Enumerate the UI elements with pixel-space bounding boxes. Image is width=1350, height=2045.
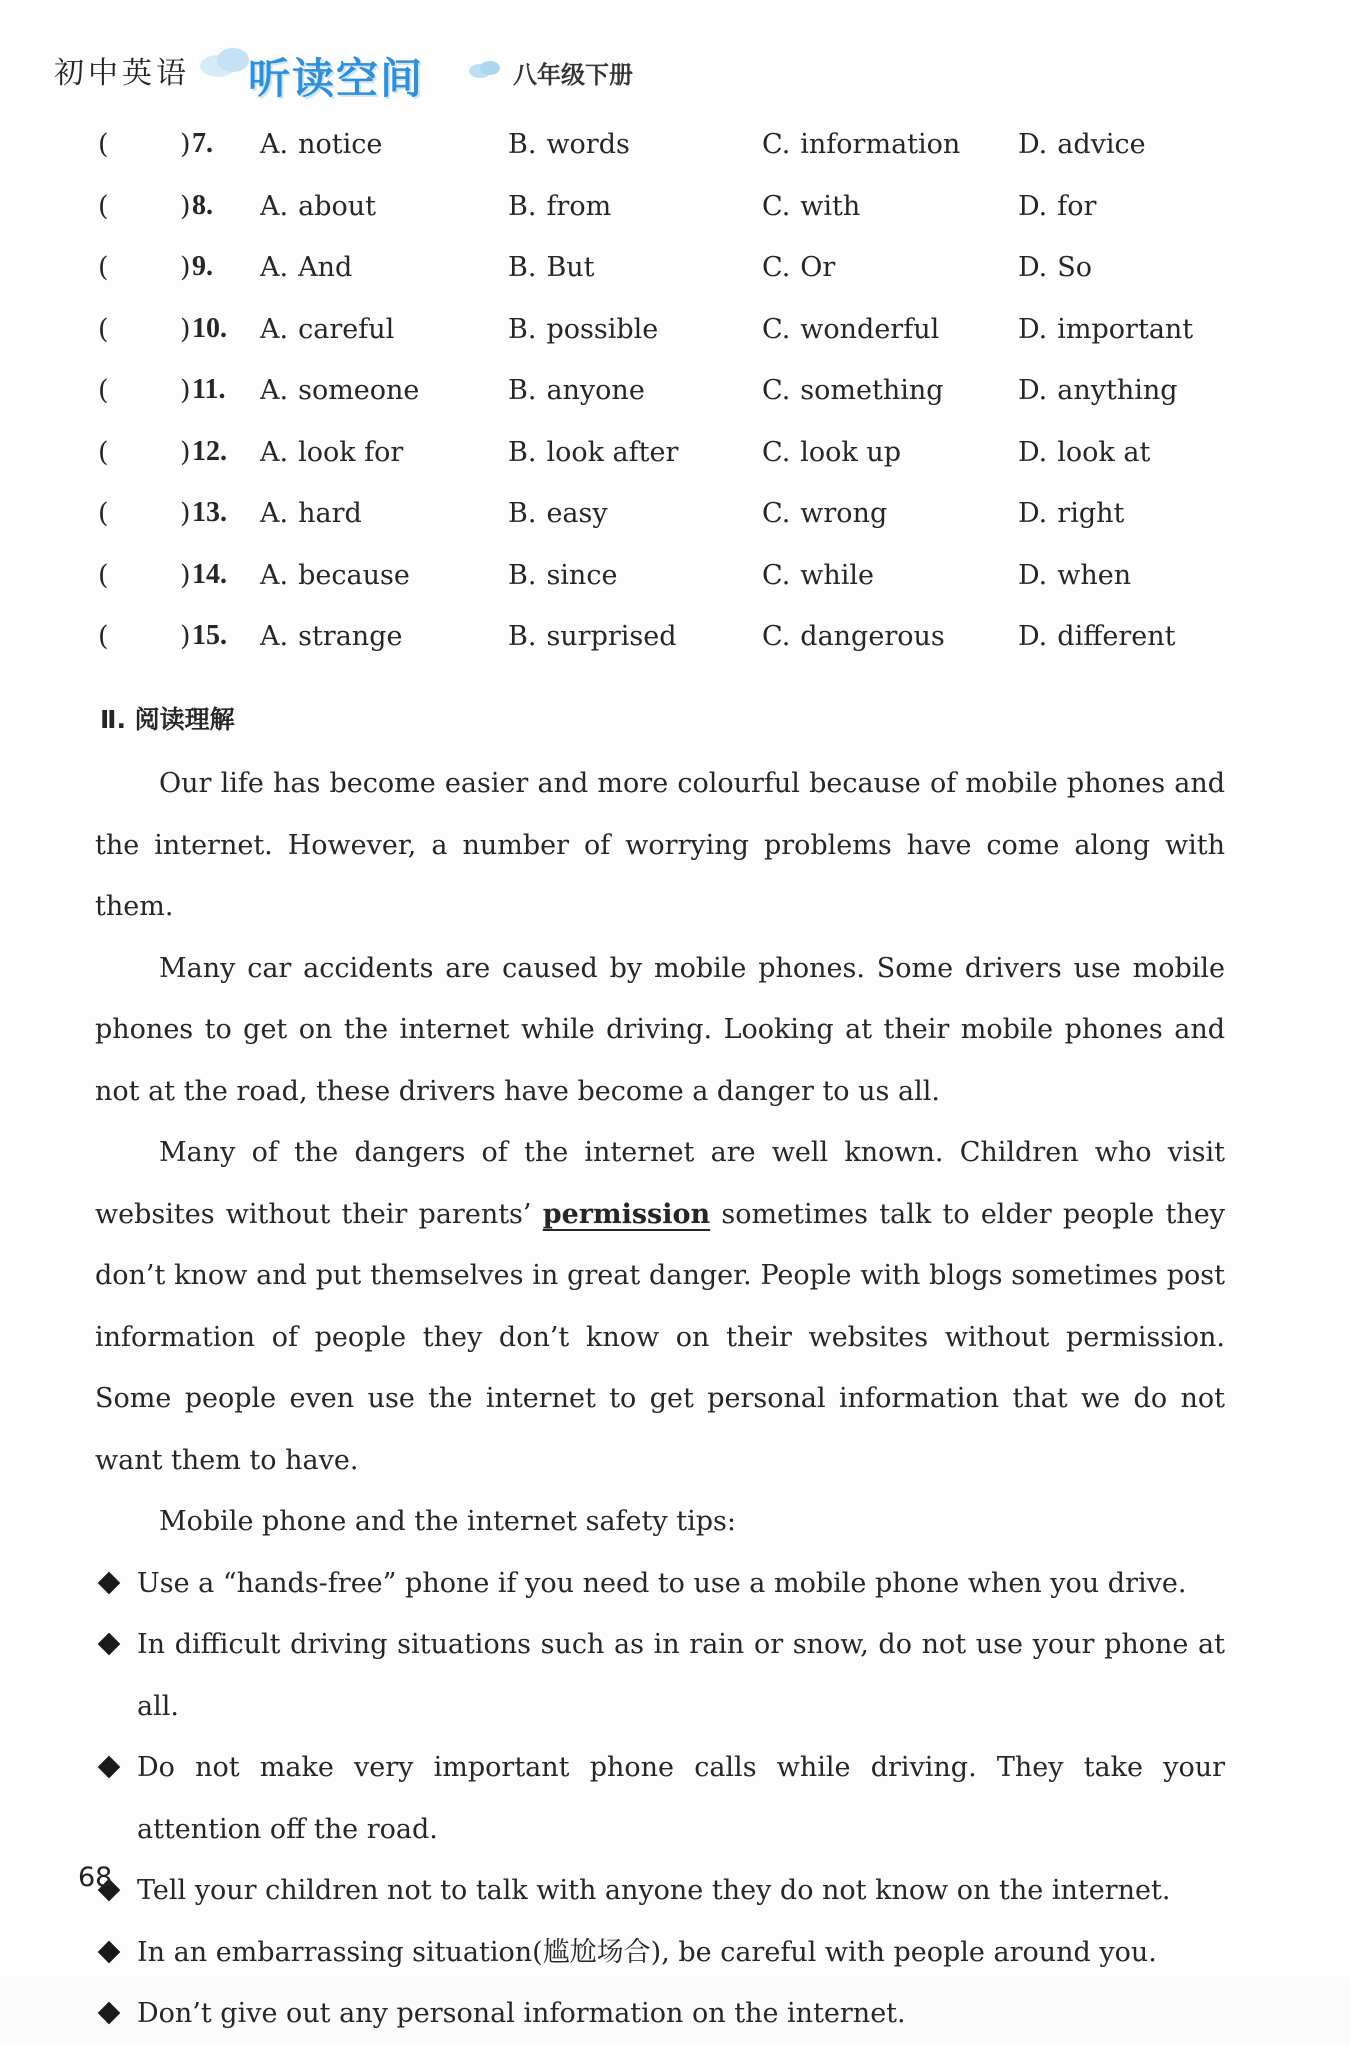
- answer-blank-close: ): [180, 129, 191, 160]
- option-b: B. anyone: [508, 375, 645, 406]
- option-a: A. about: [260, 190, 376, 222]
- question-number: 11.: [192, 374, 226, 405]
- option-d: D. anything: [1018, 375, 1178, 406]
- option-c: C. while: [762, 559, 875, 591]
- option-d: D. important: [1018, 313, 1194, 345]
- list-item: In difficult driving situations such as in rain or snow, do not use your phone at all.: [95, 1614, 1225, 1737]
- answer-blank-open: (: [98, 190, 109, 222]
- option-d: D. look at: [1018, 436, 1151, 468]
- option-c: C. something: [762, 375, 944, 406]
- question-number: 13.: [192, 497, 227, 528]
- logo-text: 听读空间: [248, 54, 425, 103]
- question-number: 10.: [192, 312, 227, 344]
- question-row: [90, 187, 1240, 249]
- grade-label: 八年级下册: [513, 61, 633, 89]
- option-d: D. for: [1018, 190, 1097, 222]
- question-row: [90, 371, 1240, 433]
- page-header: [48, 38, 848, 108]
- option-d: D. So: [1018, 252, 1093, 283]
- option-b: B. look after: [508, 436, 679, 468]
- answer-blank-close: ): [180, 498, 191, 529]
- reading-passage: [95, 753, 1225, 2045]
- paragraph: Our life has become easier and more colourful because of mobile phones and the internet. However, a number of worrying problems have come along with them.: [95, 768, 1225, 922]
- question-row: [90, 617, 1240, 679]
- paragraph: Many of the dangers of the internet are well known. Children who visit websites without their parents’ permission sometimes talk to elder people they don’t know and put themselves in great danger. People with blogs sometimes post information of people they don’t know on their websites without permission. Some people even use the internet to get personal information that we do not want them to have.: [95, 1137, 1226, 1476]
- option-c: C. wonderful: [762, 313, 940, 345]
- option-d: D. right: [1018, 498, 1125, 529]
- answer-blank-open: (: [98, 313, 109, 345]
- option-a: A. notice: [260, 129, 383, 160]
- answer-blank-close: ): [180, 190, 191, 222]
- diamond-bullet-icon: [98, 1633, 121, 1656]
- option-c: C. Or: [762, 252, 836, 283]
- answer-blank-close: ): [180, 375, 191, 406]
- answer-blank-open: (: [98, 129, 109, 160]
- keyword-permission: permission: [542, 1198, 711, 1230]
- option-a: A. strange: [260, 621, 403, 652]
- question-number: 14.: [192, 558, 227, 590]
- option-b: B. easy: [508, 498, 608, 529]
- answer-blank-open: (: [98, 375, 109, 406]
- list-item: Use a “hands-free” phone if you need to use a mobile phone when you drive.: [95, 1553, 1225, 1615]
- paragraph: Many car accidents are caused by mobile phones. Some drivers use mobile phones to get on the internet while driving. Looking at their mobile phones and not at the road, these drivers have become a danger to us all.: [95, 952, 1225, 1107]
- option-a: A. careful: [260, 313, 395, 345]
- option-c: C. wrong: [762, 498, 888, 529]
- option-c: C. look up: [762, 436, 902, 468]
- list-item: In an embarrassing situation(尴尬场合), be careful with people around you.: [95, 1922, 1225, 1984]
- question-number: 8.: [192, 189, 213, 221]
- answer-blank-open: (: [98, 498, 109, 529]
- question-row: [90, 556, 1240, 618]
- answer-blank-close: ): [180, 559, 191, 591]
- series-title: 初中英语: [54, 56, 190, 91]
- diamond-bullet-icon: [98, 2002, 121, 2025]
- list-item: Don’t give out any personal information on the internet.: [95, 1983, 1225, 2045]
- question-number: 9.: [192, 251, 213, 282]
- answer-blank-close: ): [180, 313, 191, 345]
- option-a: A. And: [260, 252, 353, 283]
- question-row: [90, 125, 1240, 187]
- option-a: A. hard: [260, 498, 362, 529]
- option-a: A. because: [260, 559, 410, 591]
- option-a: A. someone: [260, 375, 420, 406]
- option-b: B. surprised: [508, 621, 677, 652]
- question-row: [90, 433, 1240, 495]
- section-heading: Ⅱ. 阅读理解: [100, 705, 235, 734]
- series-logo: [198, 38, 488, 108]
- option-d: D. when: [1018, 559, 1132, 591]
- answer-blank-open: (: [98, 559, 109, 591]
- option-b: B. from: [508, 190, 612, 222]
- answer-blank-close: ): [180, 621, 191, 652]
- answer-blank-open: (: [98, 621, 109, 652]
- option-a: A. look for: [260, 436, 404, 468]
- option-b: B. But: [508, 252, 595, 283]
- diamond-bullet-icon: [98, 1571, 121, 1594]
- diamond-bullet-icon: [98, 1940, 121, 1963]
- safety-tips-list: [95, 1553, 1225, 2045]
- answer-blank-open: (: [98, 436, 109, 468]
- option-d: D. advice: [1018, 129, 1146, 160]
- question-row: [90, 248, 1240, 310]
- tips-intro: Mobile phone and the internet safety tips:: [159, 1506, 736, 1537]
- option-b: B. possible: [508, 313, 659, 345]
- option-c: C. dangerous: [762, 621, 945, 652]
- answer-blank-close: ): [180, 436, 191, 468]
- question-number: 15.: [192, 620, 227, 651]
- option-c: C. with: [762, 190, 861, 222]
- list-item: Do not make very important phone calls while driving. They take your attention off the road.: [95, 1737, 1225, 1860]
- option-c: C. information: [762, 129, 961, 160]
- question-number: 12.: [192, 435, 227, 467]
- question-number: 7.: [192, 128, 213, 159]
- cloud-icon: [468, 58, 504, 82]
- question-row: [90, 494, 1240, 556]
- option-b: B. since: [508, 559, 618, 591]
- page-number: 68: [78, 1862, 113, 1893]
- question-row: [90, 310, 1240, 372]
- diamond-bullet-icon: [98, 1756, 121, 1779]
- option-d: D. different: [1018, 621, 1176, 652]
- answer-blank-open: (: [98, 252, 109, 283]
- answer-blank-close: ): [180, 252, 191, 283]
- option-b: B. words: [508, 129, 630, 160]
- list-item: Tell your children not to talk with anyone they do not know on the internet.: [95, 1860, 1225, 1922]
- multiple-choice-list: [90, 125, 1240, 679]
